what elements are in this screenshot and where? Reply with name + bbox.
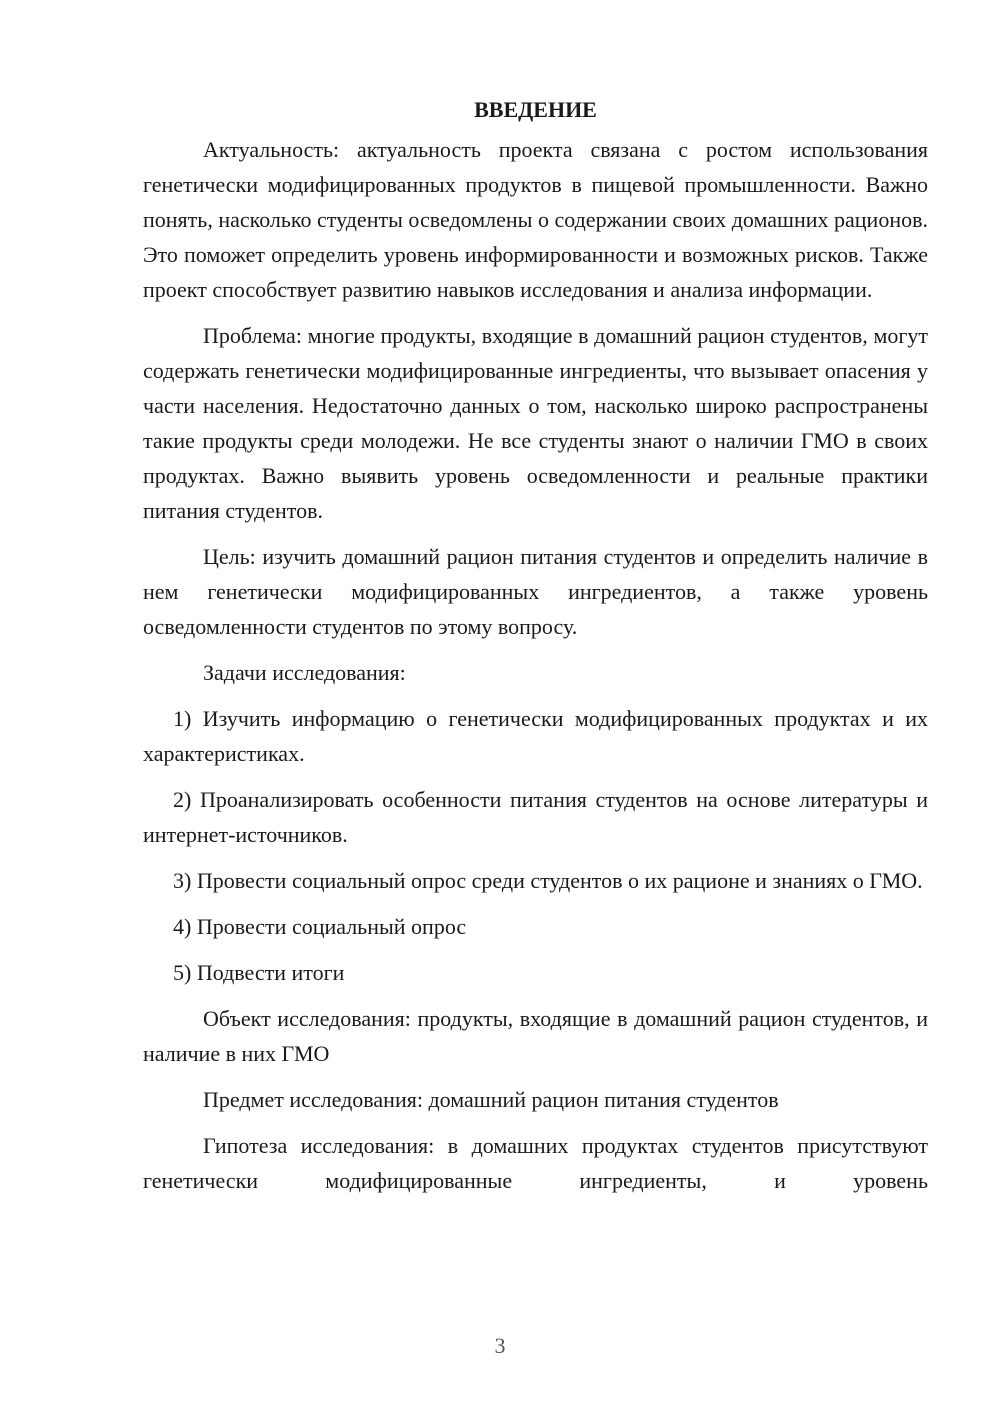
tasks-list (143, 701, 928, 990)
task-item-3: 3) Провести социальный опрос среди студентов о их рационе и знаниях о ГМО. (173, 868, 923, 893)
task-item-5: 5) Подвести итоги (173, 960, 345, 985)
object-paragraph: Объект исследования: продукты, входящие в домашний рацион студентов, и наличие в них ГМО (143, 1006, 928, 1066)
task-item-2: 2) Проанализировать особенности питания студентов на основе литературы и интернет-источников. (143, 787, 928, 847)
subject-paragraph: Предмет исследования: домашний рацион питания студентов (203, 1087, 779, 1112)
goal-paragraph: Цель: изучить домашний рацион питания студентов и определить наличие в нем генетически модифицированных ингредиентов, а также уровень осведомленности студентов по этому вопросу. (143, 544, 928, 639)
page-number: 3 (494, 1333, 506, 1358)
task-item-4: 4) Провести социальный опрос (173, 914, 467, 939)
relevance-paragraph: Актуальность: актуальность проекта связана с ростом использования генетически модифицированных продуктов в пищевой промышленности. Важно понять, насколько студенты осведомлены о содержании своих домашних рационов. Это поможет определить уровень информированности и возможных рисков. Также проект способствует развитию навыков исследования и анализа информации. (143, 137, 928, 302)
page-content (143, 92, 928, 1209)
problem-paragraph: Проблема: многие продукты, входящие в домашний рацион студентов, могут содержать генетически модифицированные ингредиенты, что вызывает опасения у части населения. Недостаточно данных о том, насколько широко распространены такие продукты среди молодежи. Не все студенты знают о наличии ГМО в своих продуктах. Важно выявить уровень осведомленности и реальные практики питания студентов. (143, 323, 928, 523)
tasks-title: Задачи исследования: (203, 660, 406, 685)
hypothesis-paragraph: Гипотеза исследования: в домашних продуктах студентов присутствуют генетически модифицированные ингредиенты, и уровень (143, 1133, 928, 1193)
task-item-1: 1) Изучить информацию о генетически модифицированных продуктах и их характеристиках. (143, 706, 928, 766)
section-heading: ВВЕДЕНИЕ (474, 97, 597, 122)
